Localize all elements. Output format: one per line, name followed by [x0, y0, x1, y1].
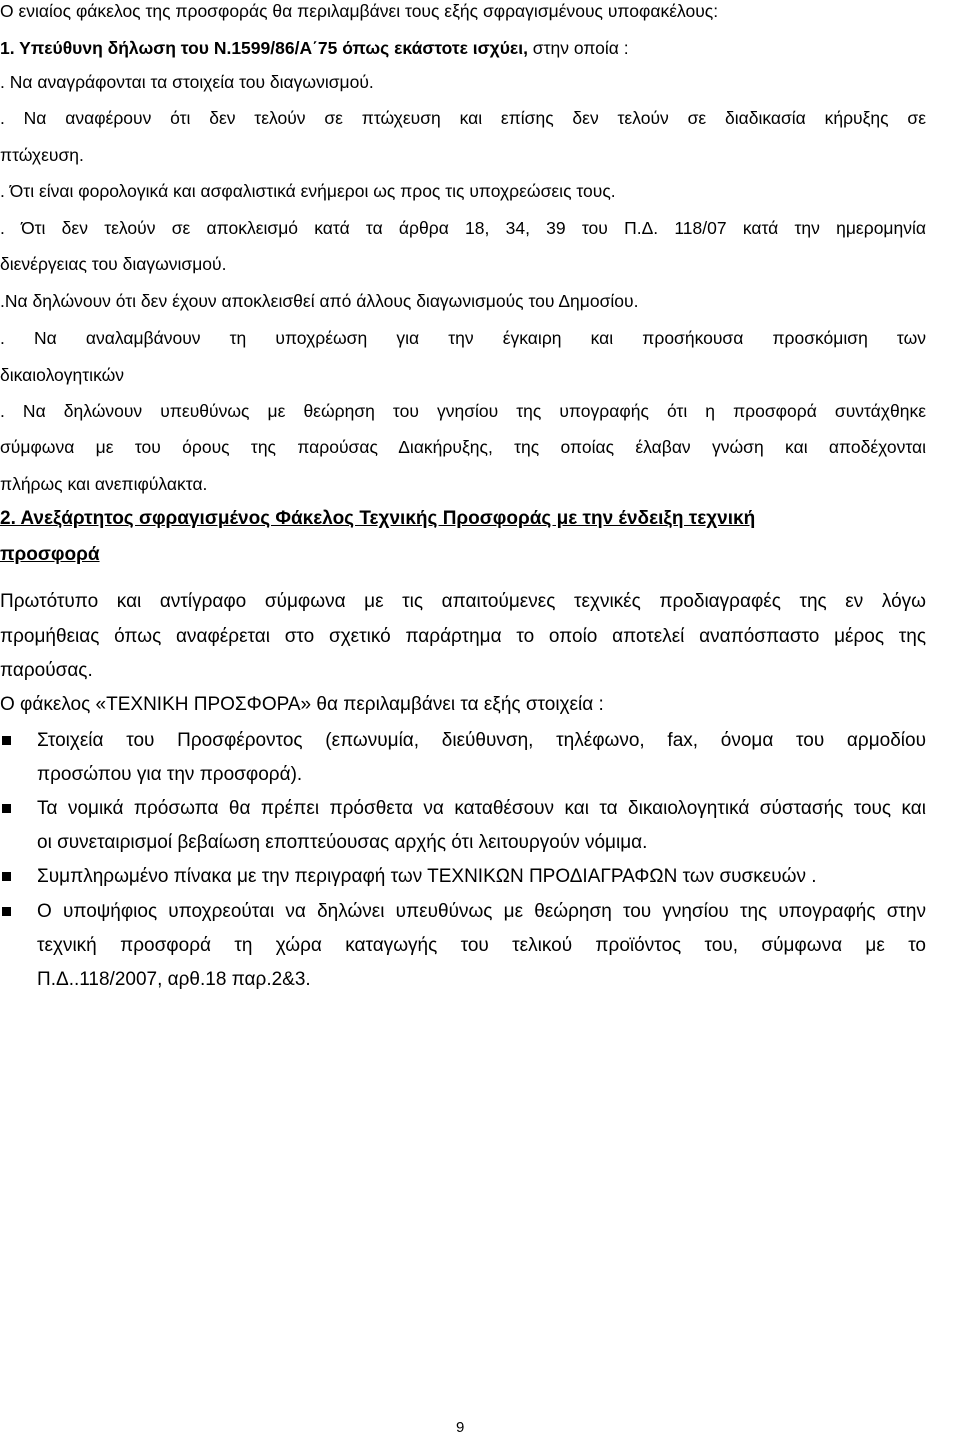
bullet-line: προσώπου για την προσφορά). [37, 764, 303, 785]
s2-para-line: προμήθειας όπως αναφέρεται στο σχετικό παράρτημα το οποίο αποτελεί αναπόσπαστο μέρος της [0, 626, 926, 647]
s1-line: .Να δηλώνουν ότι δεν έχουν αποκλεισθεί από άλλους διαγωνισμούς του Δημοσίου. [0, 291, 639, 311]
s1-line: δικαιολογητικών [0, 365, 125, 385]
bullet-square-icon [2, 804, 11, 813]
section1-heading-rest: στην οποία : [527, 38, 629, 58]
intro-text: Ο ενιαίος φάκελος της προσφοράς θα περιλαμβάνει τους εξής σφραγισμένους υποφακέλους: [0, 1, 719, 21]
s1-line: . Ότι είναι φορολογικά και ασφαλιστικά ενήμεροι ως προς τις υποχρεώσεις τους. [0, 181, 616, 201]
bullet-line: Συμπληρωμένο πίνακα με την περιγραφή των ΤΕΧΝΙΚΩΝ ΠΡΟΔΙΑΓΡΑΦΩΝ των συσκευών . [37, 866, 817, 887]
s1-line: πλήρως και ανεπιφύλακτα. [0, 474, 208, 494]
bullet-line: Τα νομικά πρόσωπα θα πρέπει πρόσθετα να καταθέσουν και τα δικαιολογητικά σύστασής τους και [37, 798, 926, 819]
s1-line: . Να αναλαμβάνουν τη υποχρέωση για την έγκαιρη και προσήκουσα προσκόμιση των [0, 328, 926, 348]
section2-heading: 2. Ανεξάρτητος σφραγισμένος Φάκελος Τεχνικής Προσφοράς με την ένδειξη τεχνική [0, 508, 756, 529]
bullet-square-icon [2, 872, 11, 881]
section2-heading-cont: προσφορά [0, 544, 100, 565]
s1-line: . Να αναγράφονται τα στοιχεία του διαγωνισμού. [0, 72, 374, 92]
section1-heading-bold: 1. Υπεύθυνη δήλωση του Ν.1599/86/Α΄75 όπως εκάστοτε ισχύει, [0, 38, 528, 58]
section1-heading [0, 37, 960, 59]
bullet-line: Ο υποψήφιος υποχρεούται να δηλώνει υπευθύνως με θεώρηση του γνησίου της υπογραφής στην [37, 901, 926, 922]
bullet-square-icon [2, 736, 11, 745]
bullet-square-icon [2, 907, 11, 916]
s1-line: πτώχευση. [0, 145, 84, 165]
bullet-line: Π.Δ..118/2007, αρθ.18 παρ.2&3. [37, 969, 311, 990]
bullet-line: οι συνεταιρισμοί βεβαίωση εποπτεύουσας αρχής ότι λειτουργούν νόμιμα. [37, 832, 648, 853]
bullet-line: τεχνική προσφορά τη χώρα καταγωγής του τελικού προϊόντος του, σύμφωνα με το [37, 935, 926, 956]
s2-para-line: παρούσας. [0, 660, 93, 681]
s1-line: . Ότι δεν τελούν σε αποκλεισμό κατά τα άρθρα 18, 34, 39 του Π.Δ. 118/07 κατά την ημερομηνία [0, 218, 926, 238]
page-number: 9 [456, 1419, 465, 1436]
s2-para-line: Ο φάκελος «ΤΕΧΝΙΚΗ ΠΡΟΣΦΟΡΑ» θα περιλαμβάνει τα εξής στοιχεία : [0, 694, 604, 715]
s2-para-line: Πρωτότυπο και αντίγραφο σύμφωνα με τις απαιτούμενες τεχνικές προδιαγραφές της εν λόγω [0, 591, 926, 612]
s1-line: σύμφωνα με του όρους της παρούσας Διακήρυξης, της οποίας έλαβαν γνώση και αποδέχονται [0, 437, 926, 457]
bullet-line: Στοιχεία του Προσφέροντος (επωνυμία, διεύθυνση, τηλέφωνο, fax, όνομα του αρμοδίου [37, 730, 926, 751]
s1-line: . Να αναφέρουν ότι δεν τελούν σε πτώχευση και επίσης δεν τελούν σε διαδικασία κήρυξης σε [0, 108, 926, 128]
s1-line: διενέργειας του διαγωνισμού. [0, 254, 227, 274]
s1-line: . Να δηλώνουν υπευθύνως με θεώρηση του γνησίου της υπογραφής ότι η προσφορά συντάχθηκε [0, 401, 926, 421]
